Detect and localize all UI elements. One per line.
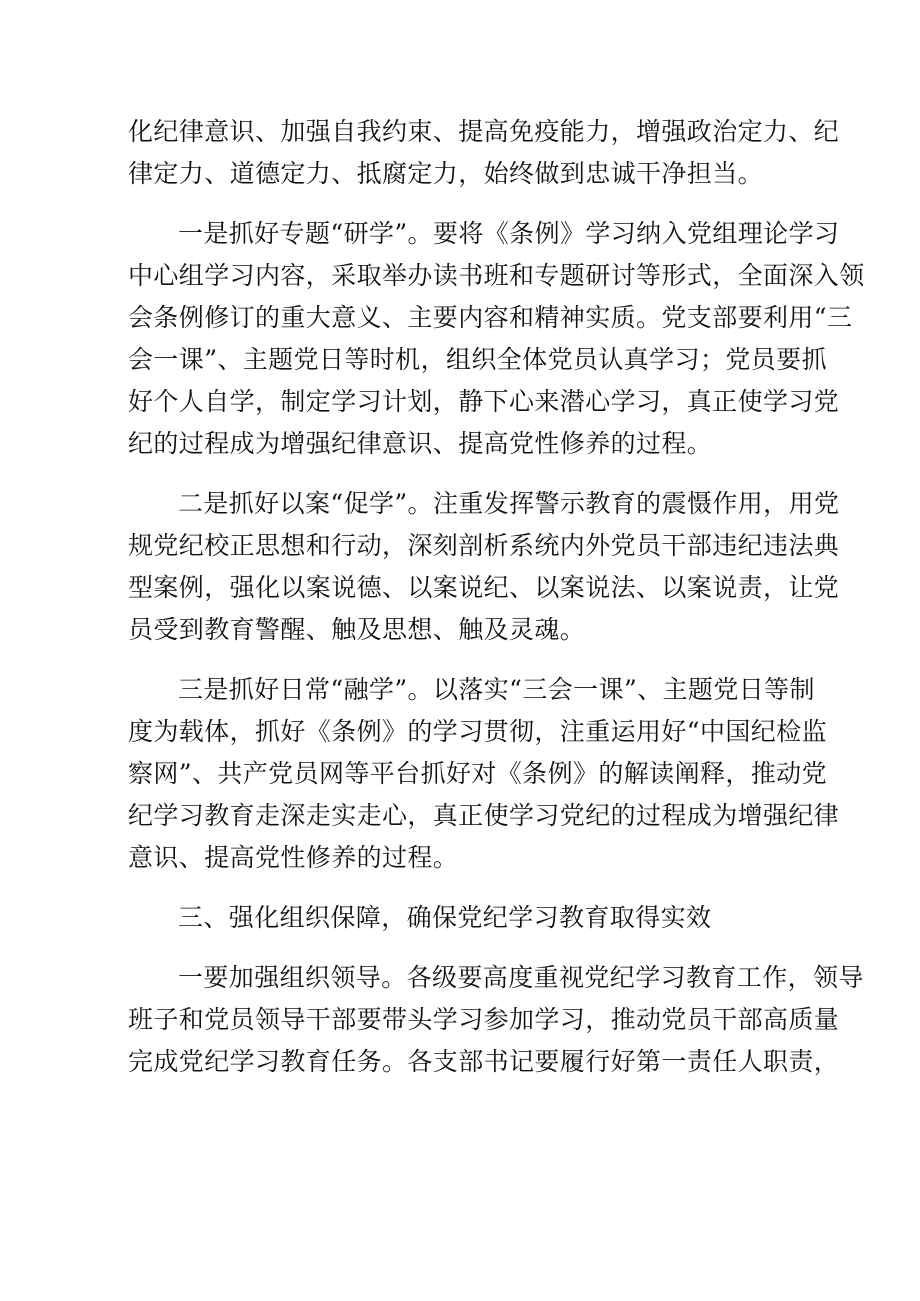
text-line: 纪的过程成为增强纪律意识、提高党性修养的过程。 [128,429,713,458]
paragraph-case-study [128,483,840,651]
text-line: 化纪律意识、加强自我约束、提高免疫能力，增强政治定力、纪 [128,117,840,146]
paragraph-leadership [128,957,864,1083]
text-line: 察网”、共产党员网等平台抓好对《条例》的解读阐释，推动党 [128,759,827,788]
text-line: 二是抓好以案“促学”。注重发挥警示教育的震慑作用，用党 [178,489,840,518]
text-line: 一是抓好专题“研学”。要将《条例》学习纳入党组理论学习 [178,219,840,248]
section-heading [128,897,790,939]
text-line: 三、强化组织保障，确保党纪学习教育取得实效 [178,903,712,932]
text-line: 中心组学习内容，采取举办读书班和专题研讨等形式，全面深入领 [128,261,865,290]
text-line: 三是抓好日常“融学”。以落实“三会一课”、主题党日等制 [178,675,815,704]
text-line: 律定力、道德定力、抵腐定力，始终做到忠诚干净担当。 [128,159,764,188]
document-body [128,111,865,1101]
text-line: 会一课”、主题党日等时机，组织全体党员认真学习；党员要抓 [128,345,827,374]
paragraph-continuation [128,111,840,195]
text-line: 度为载体，抓好《条例》的学习贯彻，注重运用好“中国纪检监 [128,717,827,746]
text-line: 员受到教育警醒、触及思想、触及灵魂。 [128,615,586,644]
text-line: 型案例，强化以案说德、以案说纪、以案说法、以案说责，让党 [128,573,840,602]
text-line: 意识、提高党性修养的过程。 [128,843,459,872]
text-line: 一要加强组织领导。各级要高度重视党纪学习教育工作，领导 [178,963,864,992]
text-line: 会条例修订的重大意义、主要内容和精神实质。党支部要利用“三 [128,303,853,332]
paragraph-daily-study [128,669,840,879]
paragraph-study-topic [128,213,865,465]
text-line: 班子和党员领导干部要带头学习参加学习，推动党员干部高质量 [128,1005,840,1034]
text-line: 纪学习教育走深走实走心，真正使学习党纪的过程成为增强纪律 [128,801,840,830]
text-line: 完成党纪学习教育任务。各支部书记要履行好第一责任人职责， [128,1047,840,1076]
text-line: 规党纪校正思想和行动，深刻剖析系统内外党员干部违纪违法典 [128,531,840,560]
text-line: 好个人自学，制定学习计划，静下心来潜心学习，真正使学习党 [128,387,840,416]
